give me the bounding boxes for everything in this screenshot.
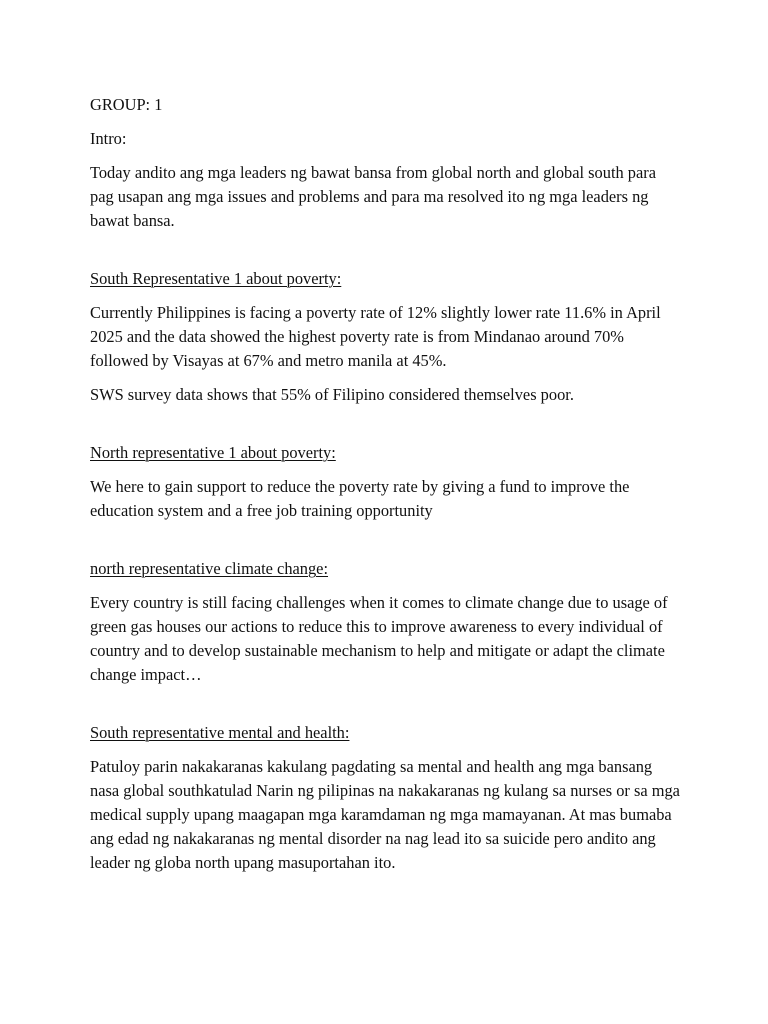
section-north-poverty <box>90 441 682 523</box>
section-paragraph: SWS survey data shows that 55% of Filipino considered themselves poor. <box>90 385 574 404</box>
section-heading: north representative climate change: <box>90 559 329 578</box>
intro-paragraph: Today andito ang mga leaders ng bawat bansa from global north and global south para pag usapan ang mga issues and problems and para ma resolved ito ng mga leaders ng bawat bansa. <box>90 163 656 230</box>
intro-label: Intro: <box>90 129 127 148</box>
section-spacer <box>90 243 682 267</box>
section-south-mental-health <box>90 721 682 875</box>
document-page <box>90 93 682 885</box>
section-paragraph: Every country is still facing challenges when it comes to climate change due to usage of green gas houses our actions to reduce this to improve awareness to every individual of country and to develop sustainable mechanism to help and mitigate or adapt the climate change impact… <box>90 593 668 684</box>
section-heading: North representative 1 about poverty: <box>90 443 336 462</box>
section-spacer <box>90 417 682 441</box>
section-spacer <box>90 533 682 557</box>
section-paragraph: Currently Philippines is facing a poverty rate of 12% slightly lower rate 11.6% in April 2025 and the data showed the highest poverty rate is from Mindanao around 70% followed by Visayas at 67% and metro manila at 45%. <box>90 303 661 370</box>
section-south-poverty <box>90 267 682 407</box>
section-spacer <box>90 697 682 721</box>
section-north-climate <box>90 557 682 687</box>
section-paragraph: We here to gain support to reduce the poverty rate by giving a fund to improve the education system and a free job training opportunity <box>90 477 630 520</box>
section-heading: South representative mental and health: <box>90 723 350 742</box>
section-paragraph: Patuloy parin nakakaranas kakulang pagdating sa mental and health ang mga bansang nasa global southkatulad Narin ng pilipinas na nakakaranas ng kulang sa nurses or sa mga medical supply upang maagapan mga karamdaman ng mga mamayanan. At mas bumaba ang edad ng nakakaranas ng mental disorder na nag lead ito sa suicide pero andito ang leader ng globa north upang masuportahan ito. <box>90 757 680 872</box>
group-label: GROUP: 1 <box>90 95 163 114</box>
section-heading: South Representative 1 about poverty: <box>90 269 342 288</box>
